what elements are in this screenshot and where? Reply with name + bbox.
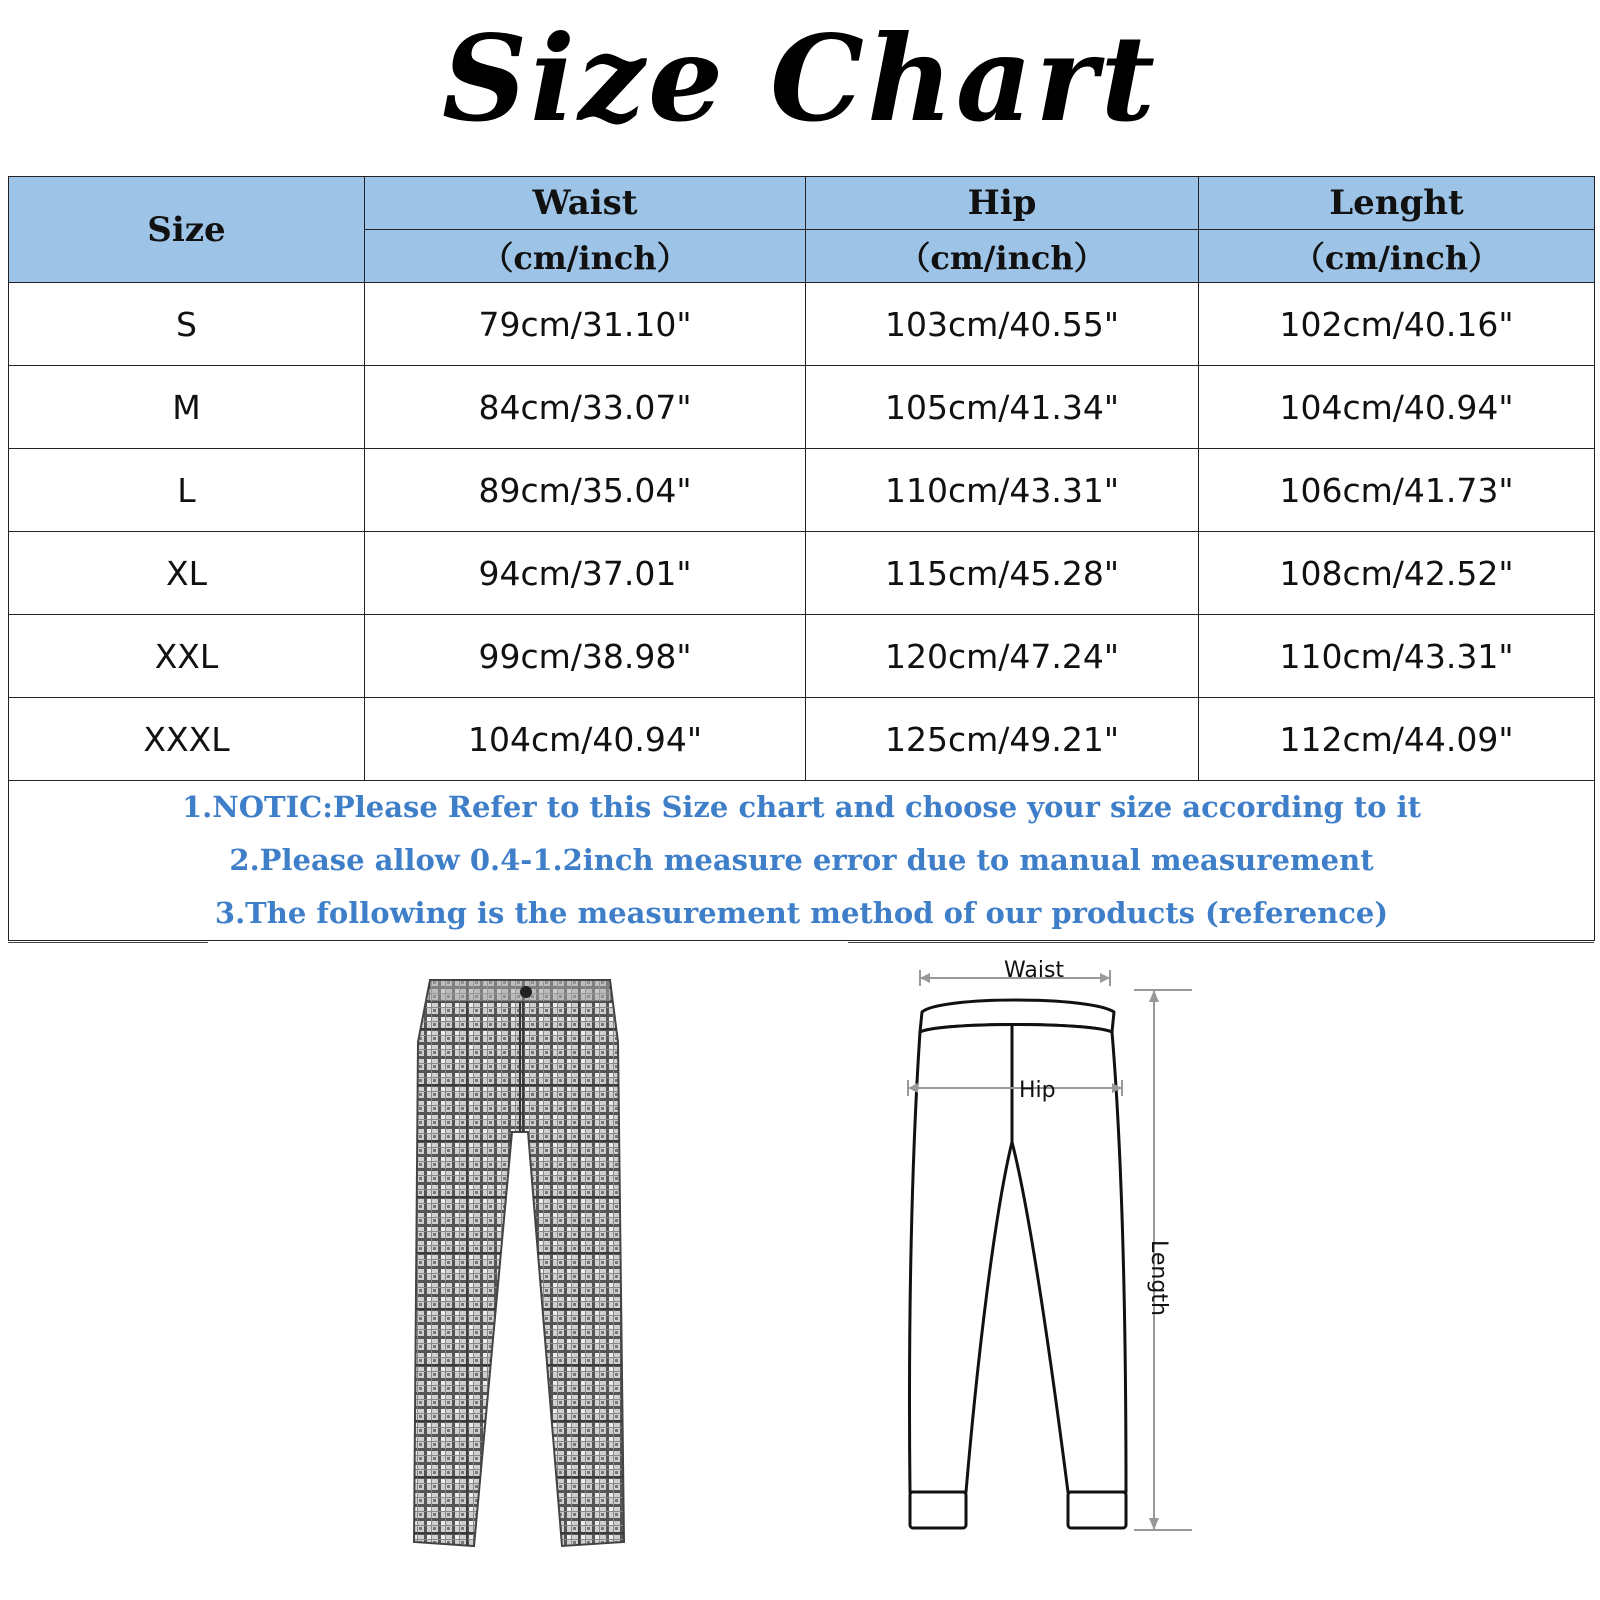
page-title: Size Chart <box>441 9 1159 148</box>
plaid-trousers-photo <box>410 972 642 1566</box>
table-row <box>9 532 1595 615</box>
cell-length: 102cm/40.16" <box>1199 283 1595 366</box>
cell-size: M <box>9 366 365 449</box>
pants-outline <box>909 1000 1126 1528</box>
note-line: 1.NOTIC:Please Refer to this Size chart and choose your size according to it <box>181 790 1422 824</box>
cell-waist: 79cm/31.10" <box>365 283 806 366</box>
cell-waist: 99cm/38.98" <box>365 615 806 698</box>
cell-hip: 125cm/49.21" <box>806 698 1199 781</box>
cell-hip: 110cm/43.31" <box>806 449 1199 532</box>
cell-length: 108cm/42.52" <box>1199 532 1595 615</box>
divider-right <box>848 942 1594 943</box>
table-row <box>9 366 1595 449</box>
table-row <box>9 698 1595 781</box>
button-icon <box>520 986 532 998</box>
trousers-shape <box>414 980 624 1546</box>
hip-label: Hip <box>1019 1078 1056 1103</box>
cell-waist: 104cm/40.94" <box>365 698 806 781</box>
table-row <box>9 449 1595 532</box>
cell-waist: 94cm/37.01" <box>365 532 806 615</box>
length-label: Length <box>1146 1240 1171 1316</box>
table-row <box>9 615 1595 698</box>
cell-hip: 105cm/41.34" <box>806 366 1199 449</box>
cell-size: XXXL <box>9 698 365 781</box>
cell-length: 104cm/40.94" <box>1199 366 1595 449</box>
cell-waist: 89cm/35.04" <box>365 449 806 532</box>
cell-length: 112cm/44.09" <box>1199 698 1595 781</box>
cell-length: 110cm/43.31" <box>1199 615 1595 698</box>
cell-size: L <box>9 449 365 532</box>
table-row <box>9 283 1595 366</box>
header-hip: Hip <box>806 177 1199 230</box>
header-row <box>9 177 1595 230</box>
notes-cell <box>9 781 1595 941</box>
header-waist: Waist <box>365 177 806 230</box>
header-length-unit: （cm/inch） <box>1199 230 1595 283</box>
notes-row <box>9 781 1595 941</box>
size-table <box>8 176 1595 941</box>
waist-label: Waist <box>1004 958 1065 983</box>
header-waist-unit: （cm/inch） <box>365 230 806 283</box>
cell-length: 106cm/41.73" <box>1199 449 1595 532</box>
note-line: 3.The following is the measurement method of our products (reference) <box>214 896 1389 930</box>
cell-size: S <box>9 283 365 366</box>
cell-hip: 120cm/47.24" <box>806 615 1199 698</box>
header-size: Size <box>9 177 365 283</box>
cell-size: XXL <box>9 615 365 698</box>
cell-hip: 115cm/45.28" <box>806 532 1199 615</box>
cell-hip: 103cm/40.55" <box>806 283 1199 366</box>
cell-size: XL <box>9 532 365 615</box>
pants-outline-diagram <box>900 952 1240 1572</box>
header-hip-unit: （cm/inch） <box>806 230 1199 283</box>
divider-left <box>8 942 208 943</box>
header-length: Lenght <box>1199 177 1595 230</box>
note-line: 2.Please allow 0.4-1.2inch measure error due to manual measurement <box>229 843 1374 877</box>
cell-waist: 84cm/33.07" <box>365 366 806 449</box>
